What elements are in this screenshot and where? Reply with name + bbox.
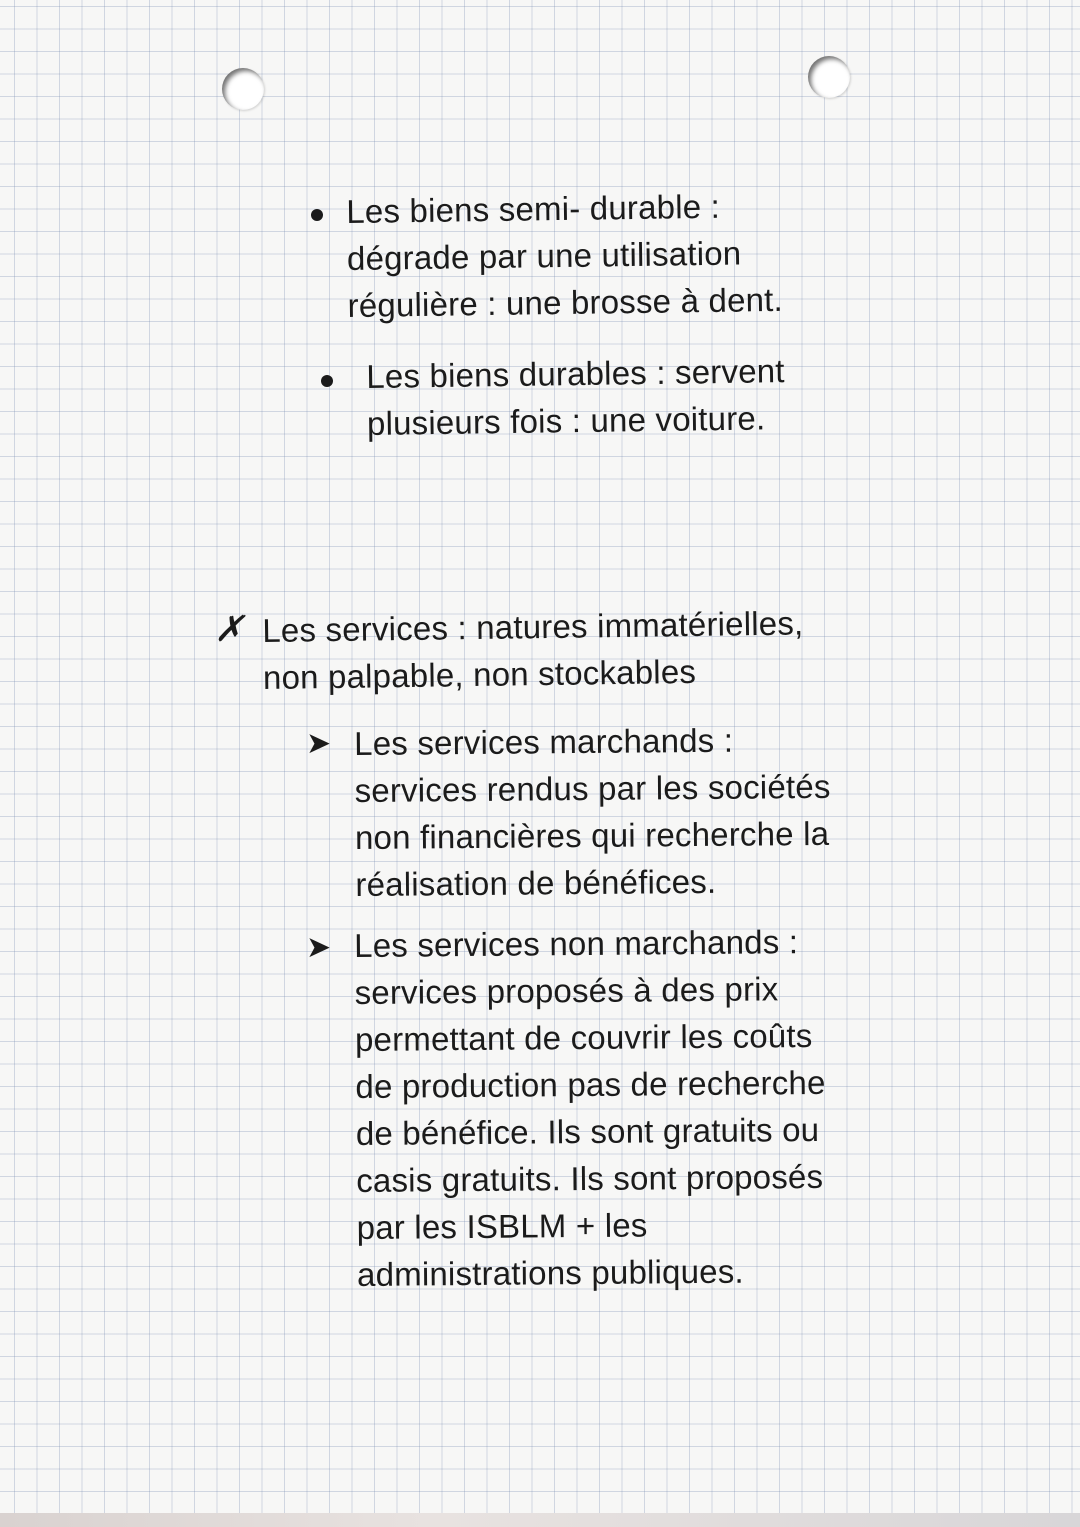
list-item-durable-goods bbox=[366, 347, 786, 447]
text-line: administrations publiques. bbox=[356, 1252, 744, 1293]
text-line: non palpable, non stockables bbox=[262, 652, 697, 696]
text-line: Les biens durables : servent bbox=[366, 352, 785, 395]
punch-hole-left bbox=[222, 68, 264, 110]
bullet-dot-icon bbox=[321, 375, 333, 387]
text-line: Les services : natures immatérielles, bbox=[262, 604, 804, 649]
text-line: Les services non marchands : bbox=[354, 923, 799, 964]
list-item-semi-durable-goods bbox=[346, 182, 783, 329]
text-line: permettant de couvrir les coûts bbox=[354, 1017, 813, 1058]
text-line: services rendus par les sociétés bbox=[354, 767, 831, 809]
text-line: régulière : une brosse à dent. bbox=[347, 280, 784, 324]
text-line: de bénéfice. Ils sont gratuits ou bbox=[355, 1110, 820, 1152]
fleuron-bullet-icon: ✗ bbox=[214, 609, 245, 650]
text-line: par les ISBLM + les bbox=[356, 1206, 648, 1246]
arrow-bullet-icon: ➤ bbox=[306, 931, 332, 964]
text-line: de production pas de recherche bbox=[355, 1063, 826, 1105]
services-heading bbox=[262, 599, 804, 701]
text-line: dégrade par une utilisation bbox=[346, 234, 742, 277]
arrow-bullet-icon: ➤ bbox=[306, 727, 332, 760]
text-line: services proposés à des prix bbox=[354, 970, 779, 1011]
list-item-market-services bbox=[354, 716, 832, 908]
text-line: plusieurs fois : une voiture. bbox=[366, 399, 766, 442]
text-line: Les services marchands : bbox=[354, 721, 734, 762]
text-line: casis gratuits. Ils sont proposés bbox=[356, 1157, 824, 1199]
text-line: Les biens semi- durable : bbox=[346, 187, 721, 230]
list-item-non-market-services bbox=[354, 918, 827, 1298]
text-line: réalisation de bénéfices. bbox=[355, 862, 717, 903]
bullet-dot-icon bbox=[311, 209, 323, 221]
punch-hole-right bbox=[808, 56, 850, 98]
text-line: non financières qui recherche la bbox=[354, 814, 830, 856]
page-bottom-edge bbox=[0, 1513, 1080, 1527]
